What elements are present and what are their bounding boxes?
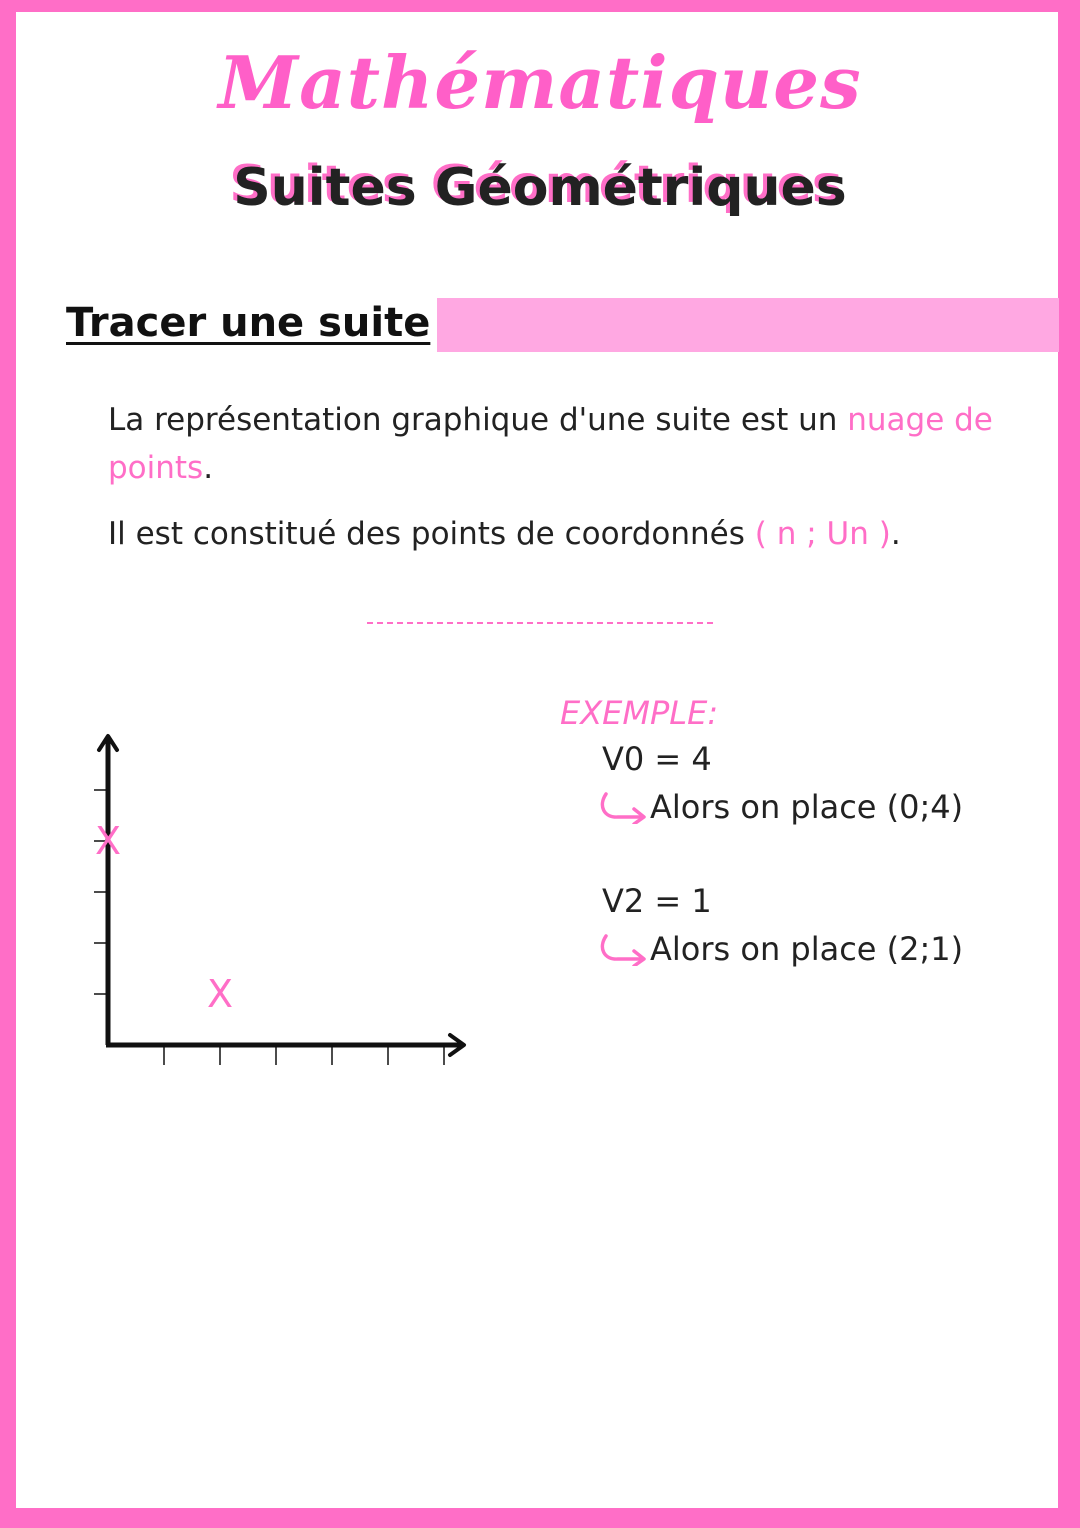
curved-arrow-icon xyxy=(598,790,650,824)
dashed-separator xyxy=(367,622,713,624)
paragraph-coordinates xyxy=(108,510,1018,558)
paragraph-coordinates-end: . xyxy=(890,516,901,552)
data-point-marker: X xyxy=(94,819,122,863)
paragraph-definition xyxy=(108,396,1018,492)
data-point-marker: X xyxy=(206,972,234,1016)
paragraph-coordinates-highlight: ( n ; Un ) xyxy=(754,516,891,552)
scatter-chart xyxy=(70,720,490,1070)
page-subtitle: Suites Géométriques xyxy=(233,158,847,218)
paragraph-coordinates-text: Il est constitué des points de coordonnés xyxy=(108,516,755,552)
example-result-1 xyxy=(598,788,963,826)
paragraph-definition-end: . xyxy=(203,450,214,486)
section-title: Tracer une suite xyxy=(66,300,431,346)
paragraph-definition-highlight: nuage de points xyxy=(108,402,993,486)
example-equation-2: V2 = 1 xyxy=(602,882,712,920)
example-result-2 xyxy=(598,930,963,968)
section-title-bar xyxy=(437,298,1059,352)
paragraph-definition-text: La représentation graphique d'une suite est un xyxy=(108,402,848,438)
example-equation-1: V0 = 4 xyxy=(602,740,712,778)
example-label: EXEMPLE: xyxy=(560,694,719,732)
example-result-2-text: Alors on place (2;1) xyxy=(650,930,964,968)
curved-arrow-icon xyxy=(598,932,650,966)
example-result-1-text: Alors on place (0;4) xyxy=(650,788,964,826)
page-title: Mathématiques xyxy=(218,40,862,125)
